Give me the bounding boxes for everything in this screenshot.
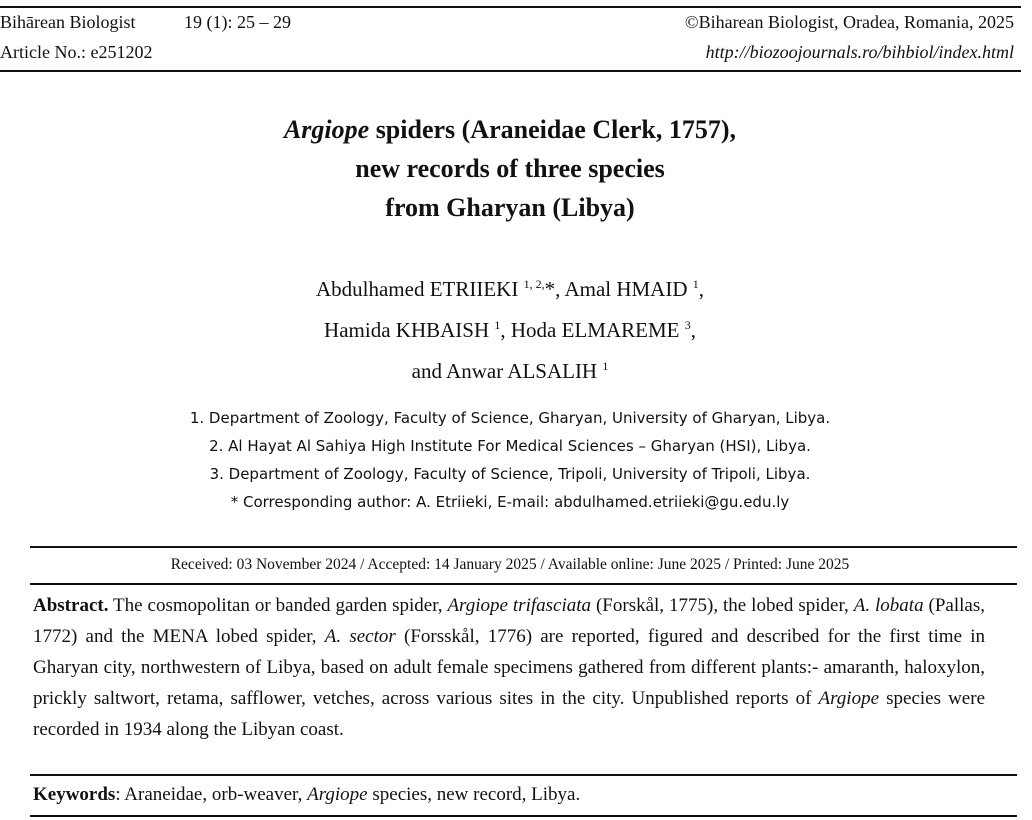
title-genus: Argiope <box>283 115 370 144</box>
affiliation-1: 1. Department of Zoology, Faculty of Science, Gharyan, University of Gharyan, Libya. <box>189 409 831 427</box>
dates-bottom-rule <box>30 583 1017 585</box>
journal-url[interactable]: http://biozoojournals.ro/bihbiol/index.html <box>705 42 1014 62</box>
abstract-label: Abstract. <box>33 595 109 616</box>
keywords-top-rule <box>30 774 1017 776</box>
title-line-1: Argiope spiders (Araneidae Clerk, 1757), <box>283 115 737 144</box>
keywords-bottom-rule <box>30 815 1017 817</box>
copyright: ©Biharean Biologist, Oradea, Romania, 2025 <box>684 12 1014 32</box>
affiliations <box>0 404 1020 516</box>
author-list <box>0 266 1020 389</box>
author-name: and Anwar ALSALIH <box>411 359 598 383</box>
header-rule <box>0 70 1021 72</box>
article-number: Article No.: e251202 <box>0 42 153 62</box>
keywords: Keywords: Araneidae, orb-weaver, Argiope species, new record, Libya. <box>33 784 581 805</box>
author-name: Amal HMAID <box>564 277 688 301</box>
author-line-1: Abdulhamed ETRIIEKI $^{1, 2,}$*, Amal HMAID $^1$, <box>315 277 705 301</box>
volume-pages: 19 (1): 25 – 29 <box>184 12 291 32</box>
title-line-2: new records of three species <box>355 154 665 183</box>
corresponding-author: * Corresponding author: A. Etriieki, E-mail: abdulhamed.etriieki@gu.edu.ly <box>230 493 790 511</box>
journal-name: Bihārean Biologist <box>0 12 136 32</box>
author-name: Hoda ELMAREME <box>510 318 680 342</box>
author-name: Abdulhamed ETRIIEKI <box>315 277 519 301</box>
article-title <box>0 110 1020 227</box>
author-line-2: Hamida KHBAISH $^1$, Hoda ELMAREME $^3$, <box>324 318 696 342</box>
dates-top-rule <box>30 546 1017 548</box>
keywords-label: Keywords <box>33 784 116 805</box>
top-rule <box>0 6 1021 8</box>
author-line-3: and Anwar ALSALIH $^1$ <box>411 359 609 383</box>
abstract: Abstract. The cosmopolitan or banded garden spider, Argiope trifasciata (Forskål, 1775), the lobed spider, A. lobata (Pallas, 1772) and the MENA lobed spider, A. sector (Forsskål, 1776) are reported, figured and described for the first time in Gharyan city, northwestern of Libya, based on adult female specimens gathered from different plants:- amaranth, haloxylon, prickly saltwort, retama, safflower, vetches, across various sites in the city. Unpublished reports of Argiope species were recorded in 1934 along the Libyan coast. <box>33 595 985 740</box>
affiliation-3: 3. Department of Zoology, Faculty of Science, Tripoli, University of Tripoli, Libya. <box>209 465 811 483</box>
publication-dates: Received: 03 November 2024 / Accepted: 14 January 2025 / Available online: June 2025 / Printed: June 2025 <box>170 556 850 573</box>
title-line-3: from Gharyan (Libya) <box>385 193 635 222</box>
affiliation-2: 2. Al Hayat Al Sahiya High Institute For Medical Sciences – Gharyan (HSI), Libya. <box>209 437 811 455</box>
author-name: Hamida KHBAISH <box>324 318 490 342</box>
